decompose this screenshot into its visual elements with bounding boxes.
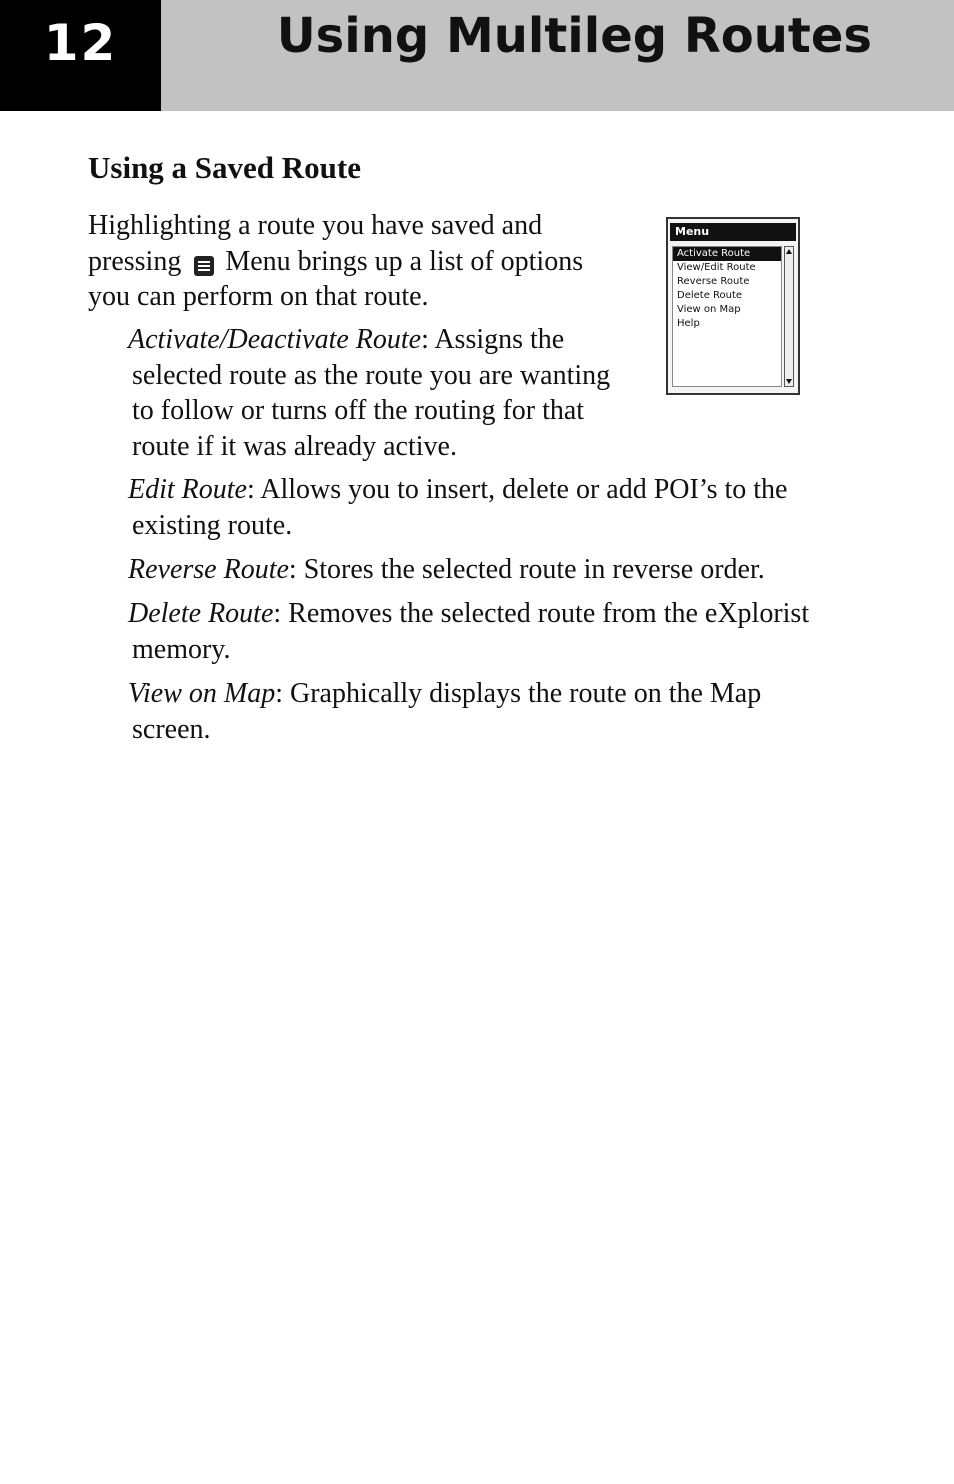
scroll-down-icon <box>786 379 792 384</box>
definition-term: Delete Route <box>128 598 274 629</box>
definition-continuation: screen. <box>132 713 211 745</box>
device-menu-screenshot <box>666 217 800 395</box>
device-menu-title: Menu <box>670 223 796 241</box>
definition-term: Activate/Deactivate Route <box>128 324 422 355</box>
device-menu-item: View on Map <box>677 304 741 315</box>
definition-continuation: existing route. <box>132 509 293 541</box>
definition-text: : Stores the selected route in reverse order. <box>288 554 765 585</box>
definition-continuation: selected route as the route you are wanting to follow or turns off the routing for that route if it was already active. <box>132 359 611 462</box>
definition-text: : Allows you to insert, delete or add POI’s to the <box>246 474 788 505</box>
page-header <box>0 0 954 111</box>
definition-edit <box>128 472 868 543</box>
definition-continuation: memory. <box>132 633 231 665</box>
device-menu-item: Reverse Route <box>677 276 750 287</box>
definition-text: : Assigns the <box>421 324 565 355</box>
definition-reverse <box>128 552 868 588</box>
section-heading: Using a Saved Route <box>88 150 362 185</box>
device-menu-list <box>672 246 782 387</box>
intro-paragraph <box>88 208 628 315</box>
definition-term: View on Map <box>128 678 276 709</box>
scroll-up-icon <box>786 249 792 254</box>
page-number: 12 <box>0 0 161 111</box>
device-menu-item: Delete Route <box>677 290 743 301</box>
definition-activate <box>128 322 638 464</box>
chapter-title: Using Multileg Routes <box>276 8 872 64</box>
intro-text-before: Highlighting a route you have saved and pressing <box>88 210 543 277</box>
definition-delete <box>128 596 868 667</box>
definition-term: Reverse Route <box>128 554 289 585</box>
device-menu-item: View/Edit Route <box>677 262 756 273</box>
definition-text: : Removes the selected route from the eXplorist <box>273 598 810 629</box>
device-scrollbar <box>784 246 794 387</box>
definition-text: : Graphically displays the route on the Map <box>275 678 762 709</box>
intro-text-after: Menu brings up a list of options you can perform on that route. <box>88 245 584 312</box>
definition-term: Edit Route <box>128 474 247 505</box>
definition-view-on-map <box>128 676 868 747</box>
menu-key-icon <box>194 256 214 276</box>
device-menu-item: Activate Route <box>673 247 781 261</box>
device-menu-item: Help <box>677 318 700 329</box>
